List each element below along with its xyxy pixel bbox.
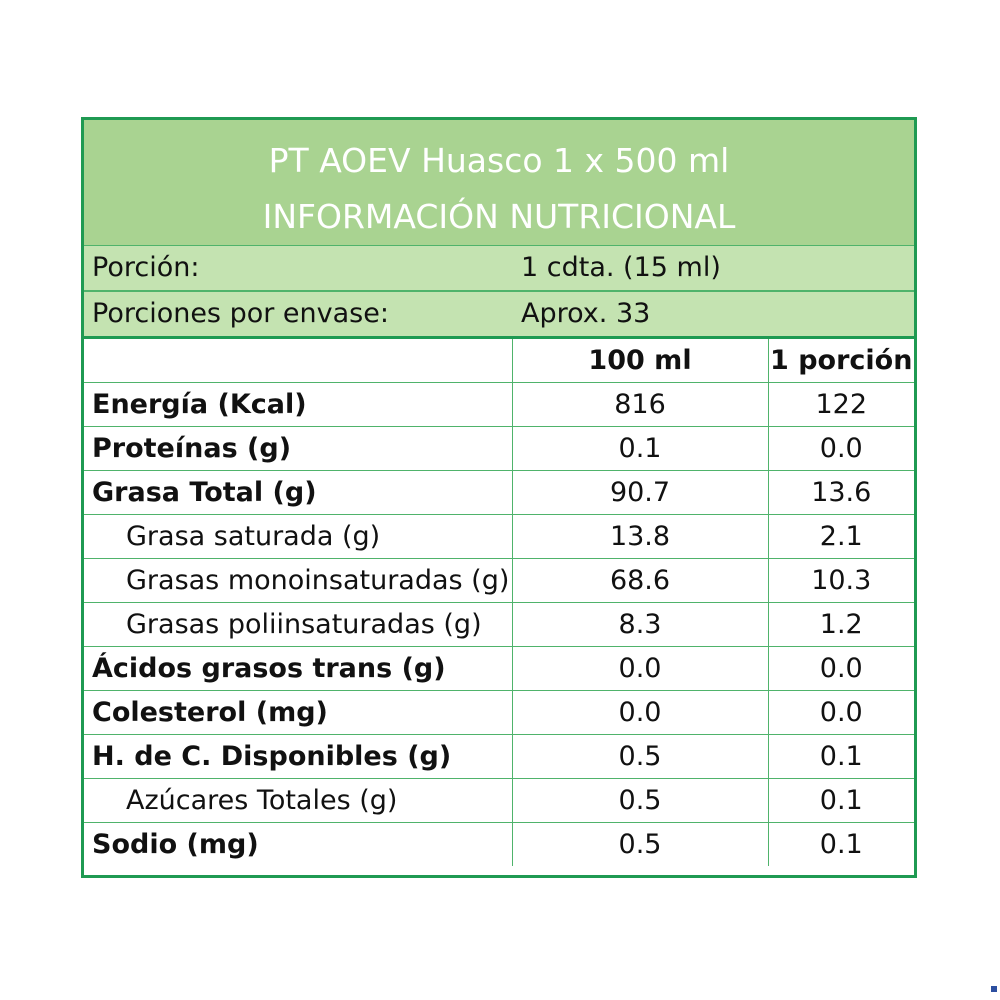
value-per-100ml: 0.5 [512,779,768,823]
servings-per-container-value: Aprox. 33 [521,298,651,329]
nutrient-name: Grasa Total (g) [84,471,512,515]
serving-value: 1 cdta. (15 ml) [521,252,721,283]
nutrient-name: Ácidos grasos trans (g) [84,647,512,691]
nutrient-name: H. de C. Disponibles (g) [84,735,512,779]
value-per-100ml: 0.0 [512,647,768,691]
nutrient-name: Proteínas (g) [84,427,512,471]
table-row [84,647,914,691]
column-header-nutrient [84,339,512,383]
value-per-serving: 0.1 [768,823,914,867]
serving-row [84,246,914,292]
nutrient-name: Grasas monoinsaturadas (g) [84,559,512,603]
servings-per-container-label: Porciones por envase: [92,298,389,329]
table-row [84,515,914,559]
product-title: PT AOEV Huasco 1 x 500 ml [268,141,730,180]
value-per-100ml: 0.5 [512,735,768,779]
value-per-100ml: 0.0 [512,691,768,735]
value-per-serving: 1.2 [768,603,914,647]
nutrient-name: Grasa saturada (g) [84,515,512,559]
table-row [84,603,914,647]
table-row [84,559,914,603]
table-row [84,471,914,515]
value-per-serving: 0.1 [768,735,914,779]
nutrient-name: Sodio (mg) [84,823,512,867]
serving-label: Porción: [92,252,200,283]
value-per-100ml: 816 [512,383,768,427]
nutrient-name: Grasas poliinsaturadas (g) [84,603,512,647]
table-row [84,735,914,779]
value-per-serving: 10.3 [768,559,914,603]
nutrition-panel [81,117,917,878]
nutrient-name: Energía (Kcal) [84,383,512,427]
value-per-serving: 2.1 [768,515,914,559]
value-per-100ml: 0.5 [512,823,768,867]
value-per-serving: 122 [768,383,914,427]
table-row [84,779,914,823]
table-row [84,691,914,735]
value-per-100ml: 13.8 [512,515,768,559]
value-per-100ml: 90.7 [512,471,768,515]
servings-per-container-row [84,292,914,339]
value-per-100ml: 8.3 [512,603,768,647]
value-per-serving: 0.1 [768,779,914,823]
table-row [84,383,914,427]
value-per-serving: 0.0 [768,647,914,691]
value-per-serving: 0.0 [768,691,914,735]
nutrition-heading: INFORMACIÓN NUTRICIONAL [262,197,736,236]
column-header-serving: 1 porción [768,339,914,383]
value-per-100ml: 68.6 [512,559,768,603]
title-block [84,120,914,247]
nutrition-table [84,339,914,866]
value-per-100ml: 0.1 [512,427,768,471]
column-header-100ml: 100 ml [512,339,768,383]
value-per-serving: 0.0 [768,427,914,471]
table-row [84,823,914,867]
value-per-serving: 13.6 [768,471,914,515]
nutrient-name: Azúcares Totales (g) [84,779,512,823]
table-row [84,427,914,471]
nutrient-name: Colesterol (mg) [84,691,512,735]
table-header-row [84,339,914,383]
fill-handle-icon [991,986,997,992]
